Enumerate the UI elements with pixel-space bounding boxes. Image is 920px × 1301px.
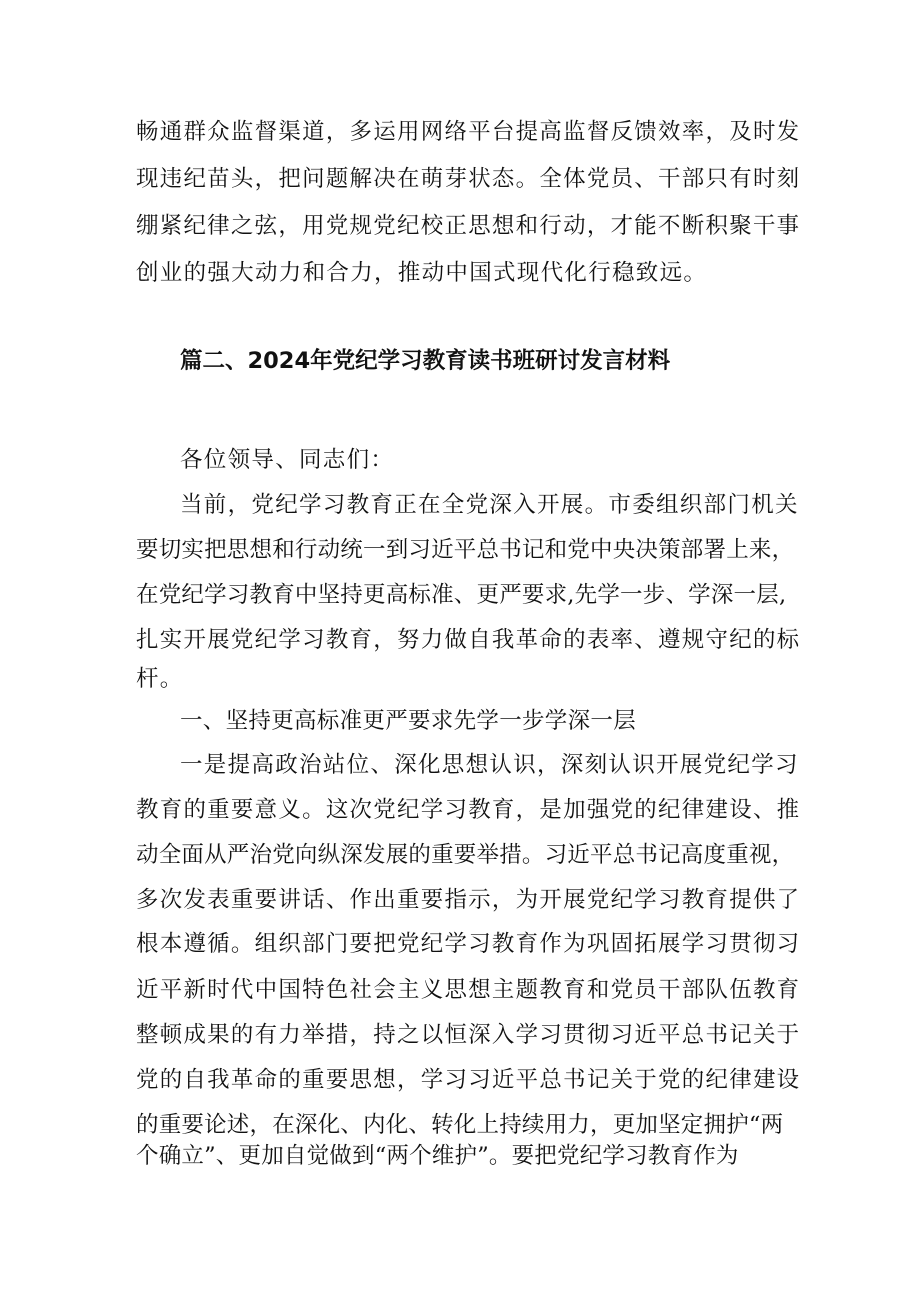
body-line-5: 根本遵循。组织部门要把党纪学习教育作为巩固拓展学习贯彻习 [136,931,801,957]
body-line-10: 个确立”、更加自觉做到“两个维护”。要把党纪学习教育作为 [136,1143,739,1169]
intro-line-4: 创业的强大动力和合力，推动中国式现代化行稳致远。 [136,260,708,286]
body-line-9: 的重要论述，在深化、内化、转化上持续用力，更加坚定拥护“两 [136,1112,784,1138]
intro-line-1: 畅通群众监督渠道，多运用网络平台提高监督反馈效率，及时发 [136,119,801,145]
body-line-4: 多次发表重要讲话、作出重要指示，为开展党纪学习教育提供了 [136,887,801,913]
body-line-1: 一是提高政治站位、深化思想认识，深刻认识开展党纪学习 [180,752,799,778]
body-line-6: 近平新时代中国特色社会主义思想主题教育和党员干部队伍教育 [136,977,801,1003]
article-title: 篇二、2024年党纪学习教育读书班研讨发言材料 [180,348,671,374]
opening-line-4: 扎实开展党纪学习教育，努力做自我革命的表率、遵规守纪的标 [136,627,801,653]
opening-line-3: 在党纪学习教育中坚持更高标准、更严要求,先学一步、学深一层, [136,582,787,608]
body-line-7: 整顿成果的有力举措，持之以恒深入学习贯彻习近平总书记关于 [136,1022,801,1048]
opening-line-1: 当前，党纪学习教育正在全党深入开展。市委组织部门机关 [180,492,799,518]
opening-line-2: 要切实把思想和行动统一到习近平总书记和党中央决策部署上来， [136,537,795,563]
intro-line-2: 现违纪苗头，把问题解决在萌芽状态。全体党员、干部只有时刻 [136,166,801,192]
body-line-2: 教育的重要意义。这次党纪学习教育，是加强党的纪律建设、推 [136,797,801,823]
section-heading: 一、坚持更高标准更严要求先学一步学深一层 [180,708,637,734]
salutation: 各位领导、同志们： [180,447,395,473]
intro-line-3: 绷紧纪律之弦，用党规党纪校正思想和行动，才能不断积聚干事 [136,213,801,239]
opening-line-5: 杆。 [136,666,184,692]
body-line-3: 动全面从严治党向纵深发展的重要举措。习近平总书记高度重视， [136,842,795,868]
body-line-8: 党的自我革命的重要思想，学习习近平总书记关于党的纪律建设 [136,1067,801,1093]
